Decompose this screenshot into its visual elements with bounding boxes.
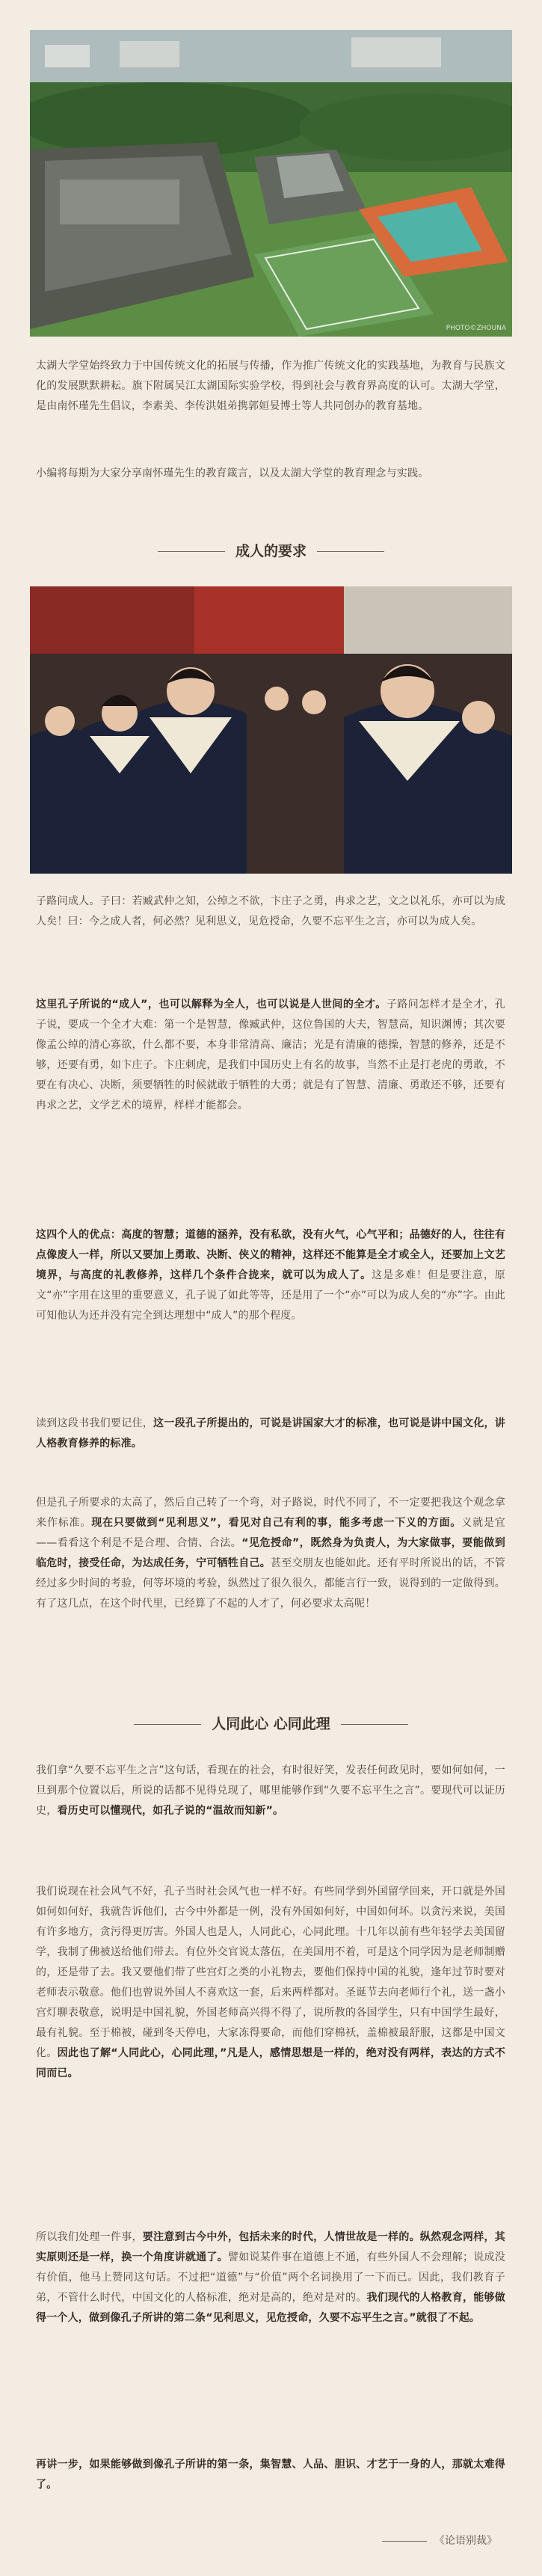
section1-p2-emphasis: 这里孔子所说的“成人”，也可以解释为全人，也可以说是人世间的全才。 bbox=[36, 999, 387, 1011]
section1-paragraph-4 bbox=[36, 1414, 505, 1454]
heading-rule-right bbox=[317, 551, 384, 552]
section1-p5-emphasis-1: 现在只要做到“见利思义”，看见对自己有利的事，能多考虑一下义的方面。 bbox=[91, 1517, 462, 1529]
campus-aerial-photo bbox=[30, 30, 512, 337]
heading-rule-left bbox=[134, 1724, 201, 1725]
section-heading-2 bbox=[0, 1713, 542, 1733]
section-heading-1 bbox=[0, 540, 542, 560]
section1-p4-emphasis: 这一段孔子所提出的，可说是讲国家大才的标准，也可说是讲中国文化，讲人格教育修养的标准。 bbox=[36, 1417, 505, 1450]
section1-paragraph-2 bbox=[36, 995, 505, 1116]
section2-p1-text: 我们拿“久要不忘平生之言”这句话，看现在的社会，有时很好笑，发表任何政见时，要如何如何，一旦到那个位置以后，所说的话都不见得兑现了，哪里能够作到“久要不忘平生之言”。要现代可以证历史， bbox=[36, 1764, 505, 1817]
section2-p2-emphasis: 因此也了解“人同此心，心同此理，”凡是人，感情思想是一样的，绝对没有两样，表达的方式不同而已。 bbox=[36, 2047, 505, 2079]
intro-paragraph-1: 太湖大学堂始终致力于中国传统文化的拓展与传播，作为推广传统文化的实践基地，为教育与民族文化的发展默默耕耘。旗下附属吴江太湖国际实验学校，得到社会与教育界高度的认可。太湖大学堂，是由南怀瑾先生倡议，李素美、李传洪姐弟携郭姮妟博士等人共同创办的教育基地。 bbox=[36, 360, 505, 412]
section1-paragraph-3 bbox=[36, 1225, 505, 1326]
section1-paragraph-5 bbox=[36, 1493, 505, 1614]
section-title-1: 成人的要求 bbox=[235, 543, 307, 559]
section-title-2: 人同此心 心同此理 bbox=[212, 1716, 330, 1732]
section1-paragraph-1: 子路问成人。子曰：若臧武仲之知，公绰之不欲，卞庄子之勇，冉求之艺，文之以礼乐，亦可以为成人矣！曰：今之成人者，何必然？见利思义，见危授命，久要不忘平生之言，亦可以为成人矣。 bbox=[36, 895, 505, 927]
section1-p5-emphasis-2: “见危授命”，既然身为负责人，为大家做事，要能做到临危时，接受任命，为达成任务，宁可牺牲自己。 bbox=[36, 1537, 505, 1569]
section1-p3-emphasis: 这四个人的优点：高度的智慧；道德的涵养，没有私欲，没有火气，心气平和；品德好的人，往往有点像废人一样，所以又要加上勇敢、决断、侠义的精神，这样还不能算是全才或全人，还要加上文艺境界，与高度的礼教修养，这样几个条件合拢来，就可以为成人了。 bbox=[36, 1229, 505, 1281]
intro-paragraph-2: 小编将每期为大家分享南怀瑾先生的教育箴言，以及太湖大学堂的教育理念与实践。 bbox=[36, 467, 429, 479]
section1-p3-text: 这是多难！但是要注意，原文“亦”字用在这里的重要意义，孔子说了如此等等，还是用了一个“亦”可以为成人矣的“亦”字。由此可知他认为还并没有完全到达理想中“成人”的那个程度。 bbox=[36, 1269, 506, 1322]
section1-p2-text: 子路问怎样才是全才，孔子说，要成一个全才大难：第一个是智慧，像臧武仲，这位鲁国的大夫，智慧高，知识渊博；其次要像孟公绰的清心寡欲，什么都不要，本身非常清高、廉洁；光是有清廉的德操，智慧的修养，还是不够，还要有勇，如卞庄子。卞庄刺虎，是我们中国历史上有名的故事，当然不止是打老虎的勇敢，不要在有决心、决断，须要牺牲的时候就敢于牺牲的大勇；就是有了智慧、清廉、勇敢还不够，还要有冉求之艺，文学艺术的境界，样样才能都会。 bbox=[36, 999, 505, 1111]
section2-p3-emphasis-2: 我们现代的人格教育，能够做得一个人，做到像孔子所讲的第二条“见利思义，见危授命，久要不忘平生之言。”就很了不起。 bbox=[36, 2292, 505, 2324]
section2-paragraph-4 bbox=[36, 2455, 505, 2495]
section1-p4-text: 读到这段书我们要记住， bbox=[36, 1417, 154, 1429]
section1-p5-text-c: 义就是宜——看看这个利是不是合理、合情、合法。 bbox=[36, 1517, 505, 1549]
section1-p5-text-a: 但是孔子所要求的太高了，然后自己转了一个弯，对子路说，时代不同了，不一定要把我这个观念拿来作标准。 bbox=[36, 1497, 505, 1529]
section2-p3-text-a: 所以我们处理一件事， bbox=[36, 2231, 143, 2243]
section2-p4-emphasis: 再讲一步，如果能够做到像孔子所讲的第一条，集智慧、人品、胆识、才艺于一身的人，那就太难得了。 bbox=[36, 2459, 505, 2491]
section2-paragraph-3 bbox=[36, 2227, 505, 2328]
section2-paragraph-2 bbox=[36, 1882, 505, 2084]
section2-p3-text-b: 譬如说某件事在道德上不通，有些外国人不会理解；说成没有价值，他马上赞同这句话。不过把“道德”与“价值”两个名词换用了一下而已。因此，我们教育子弟，不管什么时代，中国文化的人格标准，绝对是高的，绝对是对的。 bbox=[36, 2251, 505, 2304]
section2-p2-text: 我们说现在社会风气不好，孔子当时社会风气也一样不好。有些同学到外国留学回来，开口就是外国如何如何好，我就告诉他们，古今中外都是一例，没有外国如何好，中国如何坏。以贪污来说，美国有许多地方，贪污得更厉害。外国人也是人，人同此心，心同此理。十几年以前有些年轻学去美国留学，我制了佛被送给他们带去。有位外交官说太落伍，在美国用不着，可是这个同学因为是老师制赠的，还是带了去。我又要他们带了些宫灯之类的小礼物去，要他们保持中国的礼貌，逢年过节时要对老师表示敬意。他们也曾说外国人不喜欢这一套，后来两样都对。圣诞节去向老师行个礼，送一盏小宫灯聊表敬意，说明是中国礼貌，外国老师高兴得不得了，说所教的各国学生，只有中国学生最好，最有礼貌。至于棉被，碰到冬天停电，大家冻得要命，而他们穿棉袄，盖棉被最舒服，这都是中国文化。 bbox=[36, 1886, 505, 2059]
section1-p5-text-d: 甚至交朋友也能如此。还有平时所说出的话，不管经过多少时间的考验，何等坏境的考验，纵然过了很久很久，都能言行一致，说得到的一定做得到。有了这几点，在这个时代里，已经算了不起的人才了，何必要求太高呢！ bbox=[36, 1557, 505, 1610]
source-title: 《论语别裁》 bbox=[434, 2535, 497, 2547]
heading-rule-left bbox=[158, 551, 225, 552]
source-rule bbox=[382, 2541, 427, 2542]
section2-p1-emphasis: 看历史可以懂现代，如孔子说的“温故而知新”。 bbox=[57, 1805, 284, 1817]
students-graduation-photo bbox=[30, 586, 512, 874]
photo-credit: PHOTO©ZHOUNA bbox=[446, 325, 506, 332]
heading-rule-right bbox=[341, 1724, 408, 1725]
section2-p3-emphasis-1: 要注意到古今中外，包括未来的时代，人情世故是一样的。纵然观念两样，其实原则还是一样，换一个角度讲就通了。 bbox=[36, 2231, 505, 2263]
section2-paragraph-1 bbox=[36, 1761, 505, 1821]
source-attribution bbox=[382, 2533, 497, 2548]
